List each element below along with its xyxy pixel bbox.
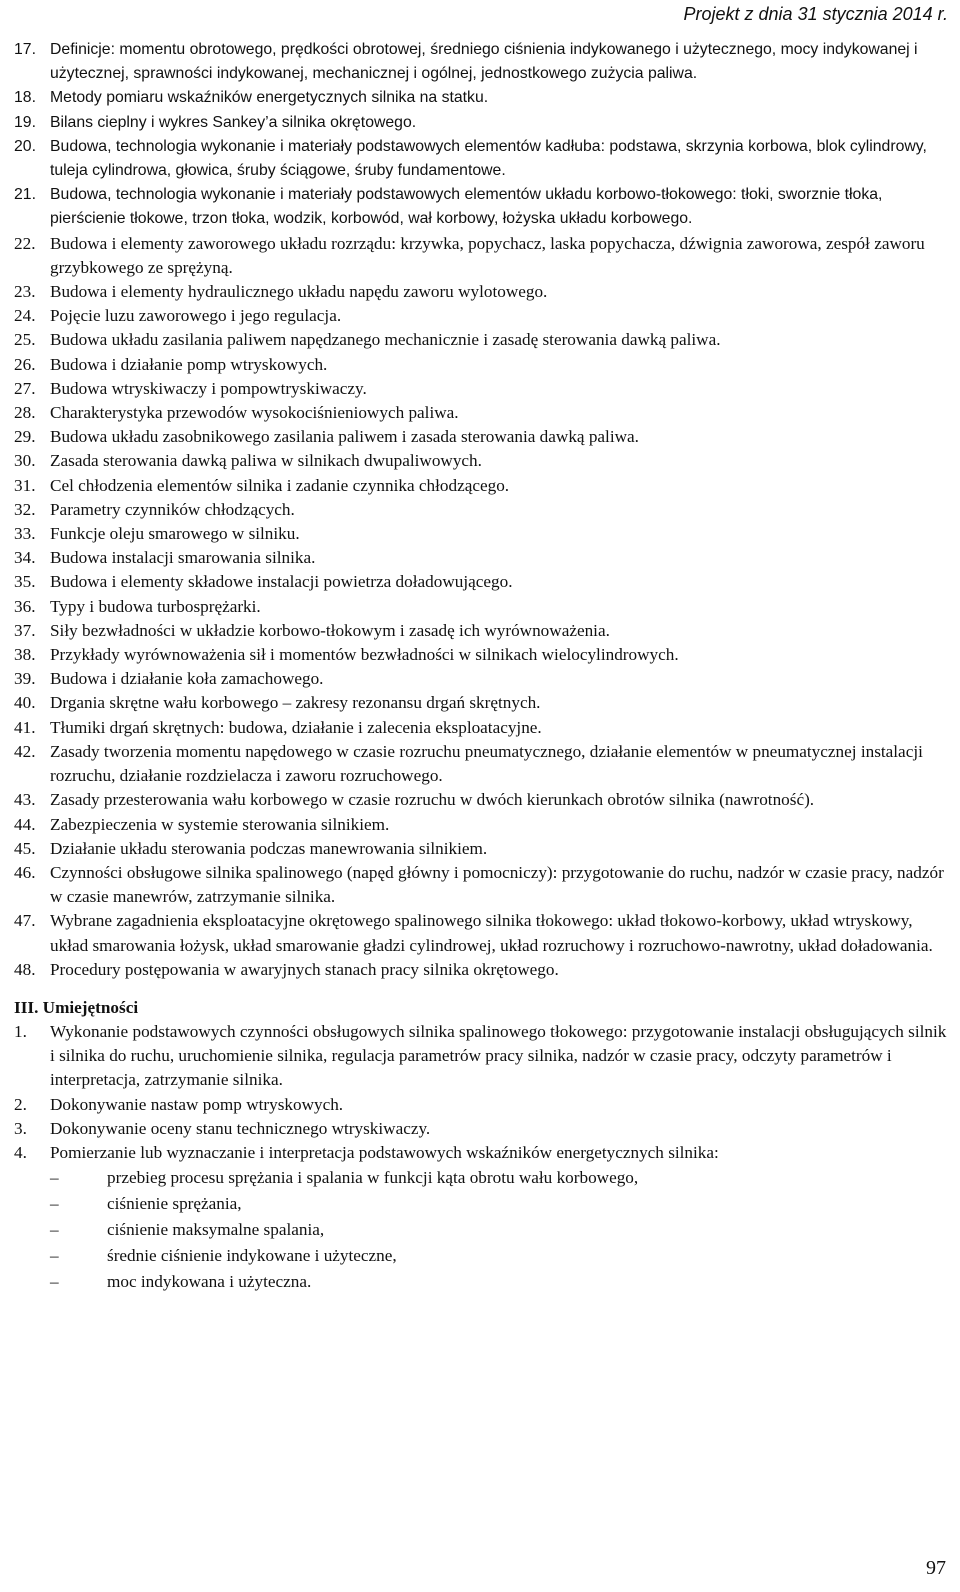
list-item — [14, 449, 950, 473]
list-item — [14, 837, 950, 861]
item-number: 48. — [14, 959, 36, 979]
item-number: 34. — [14, 548, 36, 568]
bullet-item — [14, 1217, 950, 1243]
bullet-item — [14, 1243, 950, 1269]
item-number: 31. — [14, 475, 36, 495]
item-number: 21. — [14, 186, 36, 204]
list-item — [14, 328, 950, 352]
item-number: 36. — [14, 596, 36, 616]
list-item — [14, 619, 950, 643]
item-number: 24. — [14, 306, 36, 326]
item-number: 43. — [14, 790, 36, 810]
item-text: Parametry czynników chłodzących. — [50, 499, 295, 519]
list-item — [14, 86, 950, 110]
topic-list — [14, 38, 950, 982]
item-text: Charakterystyka przewodów wysokociśnieniowych paliwa. — [50, 403, 459, 423]
bullet-text: ciśnienie maksymalne spalania, — [107, 1220, 325, 1240]
bullet-item — [14, 1269, 950, 1295]
list-item — [14, 909, 950, 957]
document-body — [14, 38, 950, 1295]
item-number: 17. — [14, 41, 36, 58]
document-header: Projekt z dnia 31 stycznia 2014 r. — [683, 4, 948, 24]
list-item — [14, 861, 950, 909]
item-number: 29. — [14, 427, 36, 447]
item-number: 35. — [14, 572, 36, 592]
item-text: Budowa i elementy zaworowego układu rozrządu: krzywka, popychacz, laska popychacza, dźwignia zaworowa, zespół zaworu grzybkowego ze sprężyną. — [50, 233, 925, 277]
item-text: Dokonywanie oceny stanu technicznego wtryskiwaczy. — [50, 1118, 431, 1138]
item-text: Budowa i działanie koła zamachowego. — [50, 669, 324, 689]
item-number: 27. — [14, 378, 36, 398]
list-item — [14, 595, 950, 619]
list-item — [14, 377, 950, 401]
item-text: Definicje: momentu obrotowego, prędkości obrotowej, średniego ciśnienia indykowanego i użytecznego, mocy indykowanej i użytecznej, sprawności indykowanej, mechanicznej i ogólnej, jednostkowego zużycia paliwa. — [50, 41, 918, 83]
list-item — [14, 788, 950, 812]
item-text: Wykonanie podstawowych czynności obsługowych silnika spalinowego tłokowego: przygotowanie instalacji obsługujących silnik i silnika do ruchu, uruchomienie silnika, regulacja parametrów pracy silnika, nadzór w czasie pracy, odczyty parametrów i interpretacja, zatrzymanie silnika. — [50, 1021, 947, 1090]
list-item — [14, 304, 950, 328]
bullet-text: przebieg procesu sprężania i spalania w funkcji kąta obrotu wału korbowego, — [107, 1168, 639, 1188]
item-text: Budowa i działanie pomp wtryskowych. — [50, 354, 328, 374]
item-text: Zabezpieczenia w systemie sterowania silnikiem. — [50, 814, 390, 834]
list-item — [14, 280, 950, 304]
item-text: Budowa instalacji smarowania silnika. — [50, 548, 316, 568]
list-item — [14, 570, 950, 594]
list-item — [14, 1020, 950, 1093]
list-item — [14, 425, 950, 449]
dash-bullet: ‒ — [50, 1272, 59, 1292]
dash-bullet: ‒ — [50, 1194, 59, 1214]
list-item — [14, 498, 950, 522]
item-number: 30. — [14, 451, 36, 471]
dash-bullet: ‒ — [50, 1220, 59, 1240]
item-number: 47. — [14, 911, 36, 931]
item-number: 18. — [14, 89, 36, 107]
item-number: 3. — [14, 1118, 27, 1138]
dash-bullet: ‒ — [50, 1246, 59, 1266]
list-item — [14, 643, 950, 667]
list-item — [14, 183, 950, 231]
item-text: Procedury postępowania w awaryjnych stanach pracy silnika okrętowego. — [50, 959, 559, 979]
item-number: 33. — [14, 524, 36, 544]
bullet-item — [14, 1191, 950, 1217]
item-number: 37. — [14, 620, 36, 640]
item-number: 19. — [14, 113, 36, 131]
item-number: 1. — [14, 1021, 27, 1041]
item-text: Działanie układu sterowania podczas manewrowania silnikiem. — [50, 838, 488, 858]
item-text: Czynności obsługowe silnika spalinowego (napęd główny i pomocniczy): przygotowanie do ruchu, nadzór w czasie pracy, nadzór w czasie manewrów, zatrzymanie silnika. — [50, 862, 944, 907]
skills-list — [14, 1020, 950, 1165]
item-text: Zasady tworzenia momentu napędowego w czasie rozruchu pneumatycznego, działanie elementów w pneumatycznej instalacji rozruchu, działanie rozdzielacza i zaworu rozruchowego. — [50, 741, 923, 786]
item-text: Typy i budowa turbosprężarki. — [50, 596, 261, 616]
item-number: 41. — [14, 717, 36, 737]
item-text: Budowa i elementy hydraulicznego układu napędu zaworu wylotowego. — [50, 282, 548, 302]
item-number: 42. — [14, 741, 36, 761]
item-number: 40. — [14, 693, 36, 713]
list-item — [14, 1141, 950, 1165]
item-text: Budowa, technologia wykonanie i materiały podstawowych elementów układu korbowo-tłokowego: tłoki, sworznie tłoka, pierścienie tłokowe, trzon tłoka, wodzik, korbowód, wał korbowy, łożyska układu korbowego. — [50, 186, 883, 228]
bullet-text: ciśnienie sprężania, — [107, 1194, 242, 1214]
bullet-text: moc indykowana i użyteczna. — [107, 1272, 312, 1292]
item-text: Budowa wtryskiwaczy i pompowtryskiwaczy. — [50, 378, 367, 398]
list-item — [14, 691, 950, 715]
item-number: 38. — [14, 645, 36, 665]
item-text: Funkcje oleju smarowego w silniku. — [50, 524, 300, 544]
item-text: Budowa układu zasobnikowego zasilania paliwem i zasada sterowania dawką paliwa. — [50, 427, 639, 447]
item-number: 28. — [14, 403, 36, 423]
item-text: Bilans cieplny i wykres Sankey’a silnika okrętowego. — [50, 113, 417, 131]
list-item — [14, 474, 950, 498]
list-item — [14, 38, 950, 86]
item-number: 26. — [14, 354, 36, 374]
item-text: Tłumiki drgań skrętnych: budowa, działanie i zalecenia eksploatacyjne. — [50, 717, 542, 737]
list-item — [14, 546, 950, 570]
item-number: 32. — [14, 499, 36, 519]
item-text: Przykłady wyrównoważenia sił i momentów bezwładności w silnikach wielocylindrowych. — [50, 645, 679, 665]
bullet-text: średnie ciśnienie indykowane i użyteczne, — [107, 1246, 397, 1266]
item-number: 4. — [14, 1142, 27, 1162]
item-number: 23. — [14, 282, 36, 302]
item-text: Pomierzanie lub wyznaczanie i interpretacja podstawowych wskaźników energetycznych silnika: — [50, 1142, 719, 1162]
list-item — [14, 958, 950, 982]
list-item — [14, 401, 950, 425]
item-text: Dokonywanie nastaw pomp wtryskowych. — [50, 1094, 344, 1114]
list-item — [14, 522, 950, 546]
list-item — [14, 740, 950, 788]
item-text: Metody pomiaru wskaźników energetycznych silnika na statku. — [50, 89, 489, 107]
item-number: 22. — [14, 233, 36, 253]
item-text: Cel chłodzenia elementów silnika i zadanie czynnika chłodzącego. — [50, 475, 510, 495]
bullet-item — [14, 1165, 950, 1191]
item-text: Wybrane zagadnienia eksploatacyjne okrętowego spalinowego silnika tłokowego: układ tłokowo-korbowy, układ wtryskowy, układ smarowania łożysk, układ smarowanie gładzi cylindrowej, układ rozruchowy i rozruchowo-nawrotny, układ doładowania. — [50, 911, 933, 955]
list-item — [14, 232, 950, 280]
item-number: 46. — [14, 862, 36, 882]
item-number: 39. — [14, 669, 36, 689]
page-number: 97 — [926, 1557, 946, 1579]
item-text: Pojęcie luzu zaworowego i jego regulacja. — [50, 306, 342, 326]
dash-bullet: ‒ — [50, 1168, 59, 1188]
list-item — [14, 1117, 950, 1141]
item-text: Drgania skrętne wału korbowego ‒ zakresy rezonansu drgań skrętnych. — [50, 693, 541, 713]
list-item — [14, 813, 950, 837]
item-text: Budowa, technologia wykonanie i materiały podstawowych elementów kadłuba: podstawa, skrzynia korbowa, blok cylindrowy, tuleja cylindrowa, głowica, śruby ściągowe, śruby fundamentowe. — [50, 137, 927, 180]
item-text: Zasady przesterowania wału korbowego w czasie rozruchu w dwóch kierunkach obrotów silnika (nawrotność). — [50, 790, 815, 810]
item-number: 20. — [14, 137, 36, 155]
item-number: 2. — [14, 1094, 27, 1114]
sub-bullet-list — [14, 1165, 950, 1295]
section-heading: III. Umiejętności — [14, 997, 139, 1017]
list-item — [14, 353, 950, 377]
item-text: Siły bezwładności w układzie korbowo-tłokowym i zasadę ich wyrównoważenia. — [50, 620, 610, 640]
item-text: Zasada sterowania dawką paliwa w silnikach dwupaliwowych. — [50, 451, 482, 471]
item-number: 44. — [14, 814, 36, 834]
list-item — [14, 1093, 950, 1117]
item-number: 25. — [14, 330, 36, 350]
list-item — [14, 135, 950, 183]
list-item — [14, 111, 950, 135]
list-item — [14, 716, 950, 740]
item-text: Budowa i elementy składowe instalacji powietrza doładowującego. — [50, 572, 513, 592]
item-text: Budowa układu zasilania paliwem napędzanego mechanicznie i zasadę sterowania dawką paliwa. — [50, 330, 721, 350]
list-item — [14, 667, 950, 691]
item-number: 45. — [14, 838, 36, 858]
